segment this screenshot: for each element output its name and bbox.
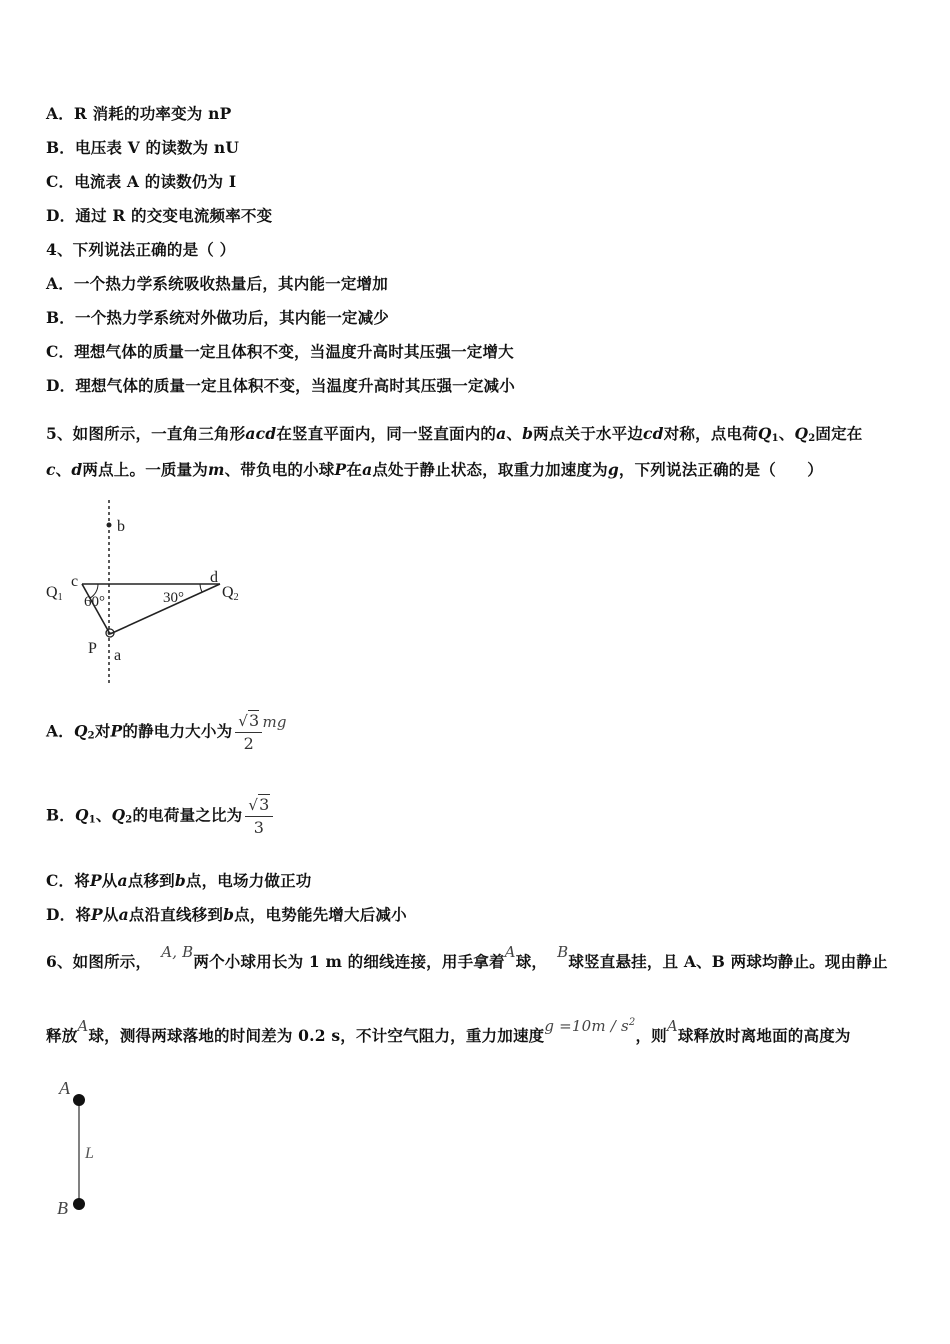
q3-option-d: D．通过 R 的交变电流频率不变 (46, 206, 273, 225)
q3-option-b: B．电压表 V 的读数为 nU (46, 138, 240, 157)
q3-option-a: A．R 消耗的功率变为 nP (46, 104, 232, 123)
q6-balls-figure (50, 1072, 130, 1222)
q5-option-a: A．$Q_2$对P的静电力大小为 $\frac{√3}{2}$ mg (46, 711, 287, 753)
ball-b (73, 1198, 85, 1210)
angle-arc-30 (200, 584, 202, 592)
q5-option-b: B．$Q_1$、$Q_2$的电荷量之比为 $\frac{√3}{3}$ (46, 794, 273, 839)
q5-stem-line2: c、d两点上。一质量为m、带负电的小球P在a点处于静止状态，取重力加速度为g，下列说法正确的是（ ） (46, 460, 823, 479)
q5-stem-line1: 5、如图所示，一直角三角形acd在竖直平面内，同一竖直面内的a、b两点关于水平边cd对称，点电荷$Q_1$、$Q_2$固定在 (46, 424, 863, 444)
q4-option-b: B．一个热力学系统对外做功后，其内能一定减少 (46, 308, 390, 327)
label-ball-b: B (57, 1198, 68, 1218)
fraction-sqrt3-over-3: $\frac{√3}{3}$ (245, 794, 272, 839)
q3-option-c: C．电流表 A 的读数仍为 I (46, 172, 237, 191)
label-ball-a: A (59, 1078, 70, 1098)
q4-option-c: C．理想气体的质量一定且体积不变，当温度升高时其压强一定增大 (46, 342, 514, 361)
gravity-expression: $g =10m / s^2$ (544, 1017, 636, 1035)
point-b (107, 523, 112, 528)
q4-option-a: A．一个热力学系统吸收热量后，其内能一定增加 (46, 274, 388, 293)
label-q2: Q2 (222, 584, 239, 603)
label-d: d (210, 569, 218, 586)
label-angle-60: 60° (84, 594, 105, 610)
ball-a (73, 1094, 85, 1106)
q4-option-d: D．理想气体的质量一定且体积不变，当温度升高时其压强一定减小 (46, 376, 515, 395)
label-l: L (85, 1145, 94, 1162)
fraction-sqrt3-over-2: $\frac{√3}{2}$ (235, 710, 262, 755)
label-angle-30: 30° (163, 590, 184, 606)
q5-option-c: C．将P从a点移到b点，电场力做正功 (46, 871, 312, 890)
q4-stem: 4、下列说法正确的是（ ） (46, 240, 236, 259)
label-c: c (71, 573, 79, 590)
q5-option-d: D．将P从a点沿直线移到b点，电势能先增大后减小 (46, 905, 407, 924)
q6-stem-line1: 6、如图所示， A, B两个小球用长为 1 m 的细线连接，用手拿着A球， B球竖直悬挂，且 A、B 两球均静止。现由静止 (46, 943, 888, 971)
q6-stem-line2: 释放A球，测得两球落地的时间差为 0.2 s，不计空气阻力，重力加速度$g =10m / s^2$，则A球释放时离地面的高度为 (46, 1017, 851, 1045)
label-p: P (88, 640, 97, 657)
label-b: b (117, 518, 125, 535)
label-q1: Q1 (46, 584, 63, 603)
q5-triangle-figure (42, 494, 272, 694)
label-a: a (114, 647, 122, 664)
